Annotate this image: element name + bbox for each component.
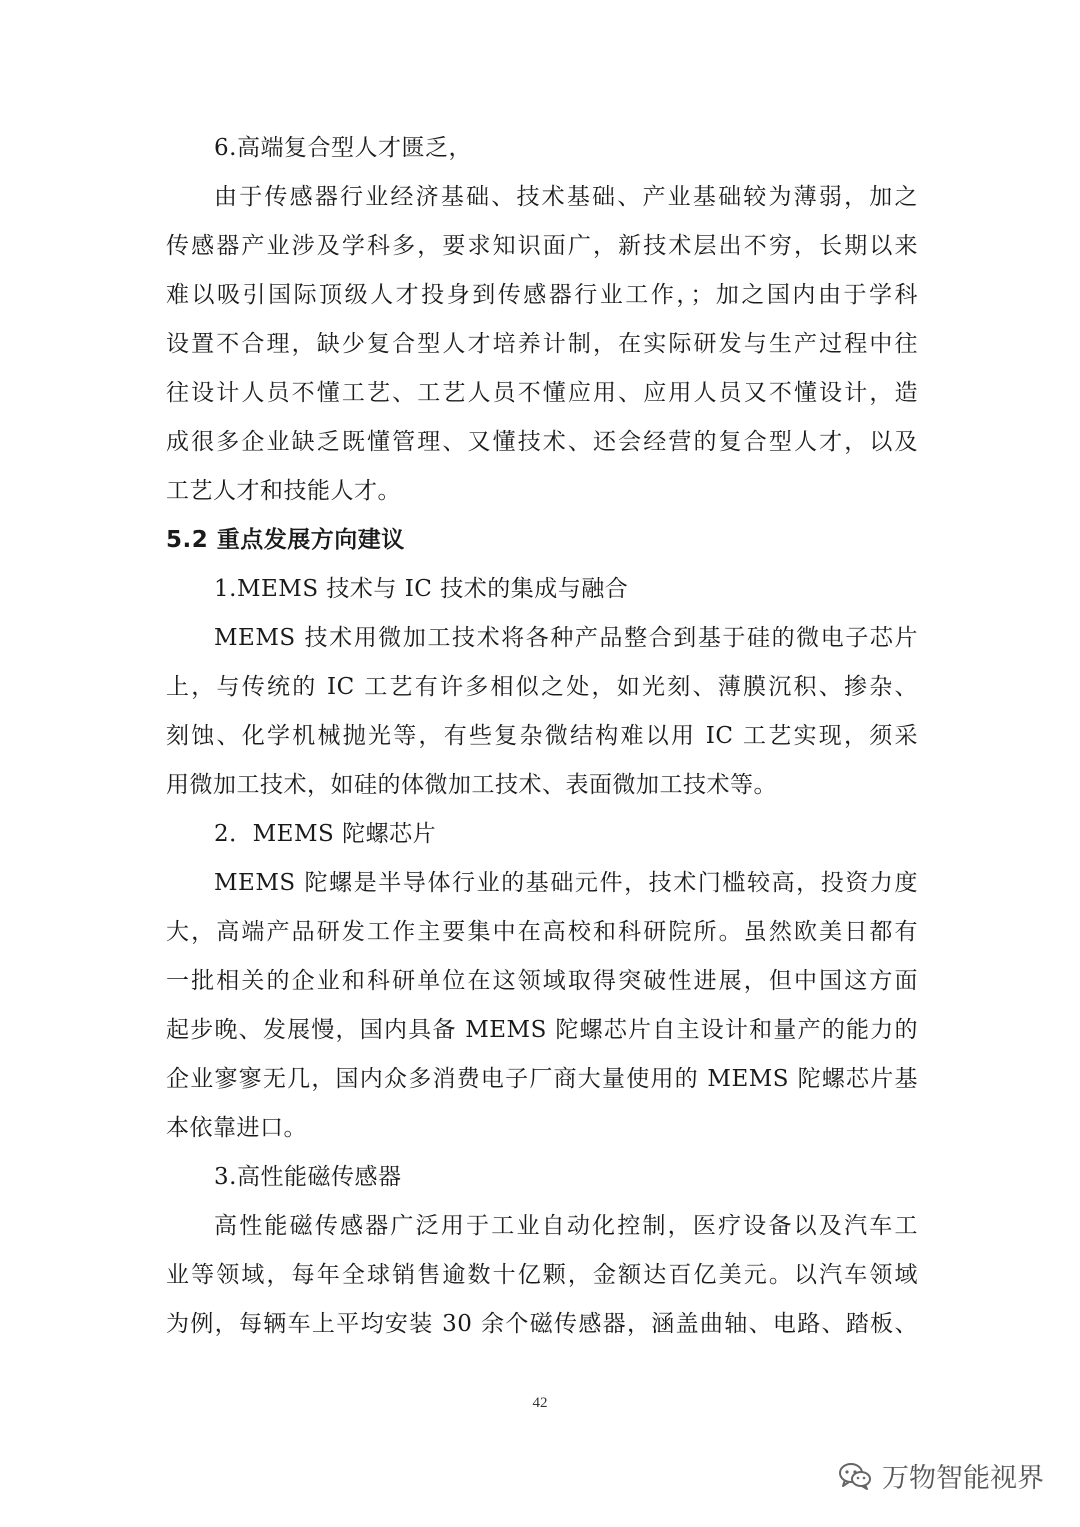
paragraph-line: MEMS 技术用微加工技术将各种产品整合到基于硅的微电子芯片 [214,625,918,651]
list-item-title: 6.高端复合型人才匮乏， [214,135,472,161]
list-item-title: 2．MEMS 陀螺芯片 [214,821,437,847]
paragraph-line: 传感器产业涉及学科多，要求知识面广，新技术层出不穷，长期以来 [166,233,918,259]
list-item-title: 1.MEMS 技术与 IC 技术的集成与融合 [214,576,629,602]
list-item-title: 3.高性能磁传感器 [214,1164,402,1190]
paragraph-line: 本依靠进口。 [166,1115,307,1141]
paragraph-line: 业等领域，每年全球销售逾数十亿颗，金额达百亿美元。以汽车领域 [166,1262,918,1288]
paragraph-line: 一批相关的企业和科研单位在这领域取得突破性进展，但中国这方面 [166,968,918,994]
watermark [838,1456,1044,1495]
paragraph-line: 刻蚀、化学机械抛光等，有些复杂微结构难以用 IC 工艺实现，须采 [166,723,918,749]
paragraph-line: 成很多企业缺乏既懂管理、又懂技术、还会经营的复合型人才，以及 [166,429,918,455]
paragraph-line: 难以吸引国际顶级人才投身到传感器行业工作，；加之国内由于学科 [166,282,918,308]
paragraph-line: MEMS 陀螺是半导体行业的基础元件，技术门槛较高，投资力度 [214,870,918,896]
paragraph-line: 大，高端产品研发工作主要集中在高校和科研院所。虽然欧美日都有 [166,919,918,945]
paragraph-line: 上，与传统的 IC 工艺有许多相似之处，如光刻、薄膜沉积、掺杂、 [166,674,918,700]
wechat-icon [838,1461,872,1491]
paragraph-line: 用微加工技术，如硅的体微加工技术、表面微加工技术等。 [166,772,777,798]
section-heading: 5.2 重点发展方向建议 [166,527,405,553]
paragraph-line: 起步晚、发展慢，国内具备 MEMS 陀螺芯片自主设计和量产的能力的 [166,1017,918,1043]
paragraph-line: 高性能磁传感器广泛用于工业自动化控制，医疗设备以及汽车工 [214,1213,918,1239]
paragraph-line: 由于传感器行业经济基础、技术基础、产业基础较为薄弱，加之 [214,184,918,210]
paragraph-line: 为例，每辆车上平均安装 30 余个磁传感器，涵盖曲轴、电路、踏板、 [166,1311,918,1337]
watermark-text: 万物智能视界 [882,1463,1044,1494]
paragraph-line: 工艺人才和技能人才。 [166,478,401,504]
page-number: 42 [532,1395,548,1411]
paragraph-line: 企业寥寥无几，国内众多消费电子厂商大量使用的 MEMS 陀螺芯片基 [166,1066,918,1092]
document-body [166,124,918,1349]
paragraph-line: 往设计人员不懂工艺、工艺人员不懂应用、应用人员又不懂设计，造 [166,380,918,406]
paragraph-line: 设置不合理，缺少复合型人才培养计制，在实际研发与生产过程中往 [166,331,918,357]
